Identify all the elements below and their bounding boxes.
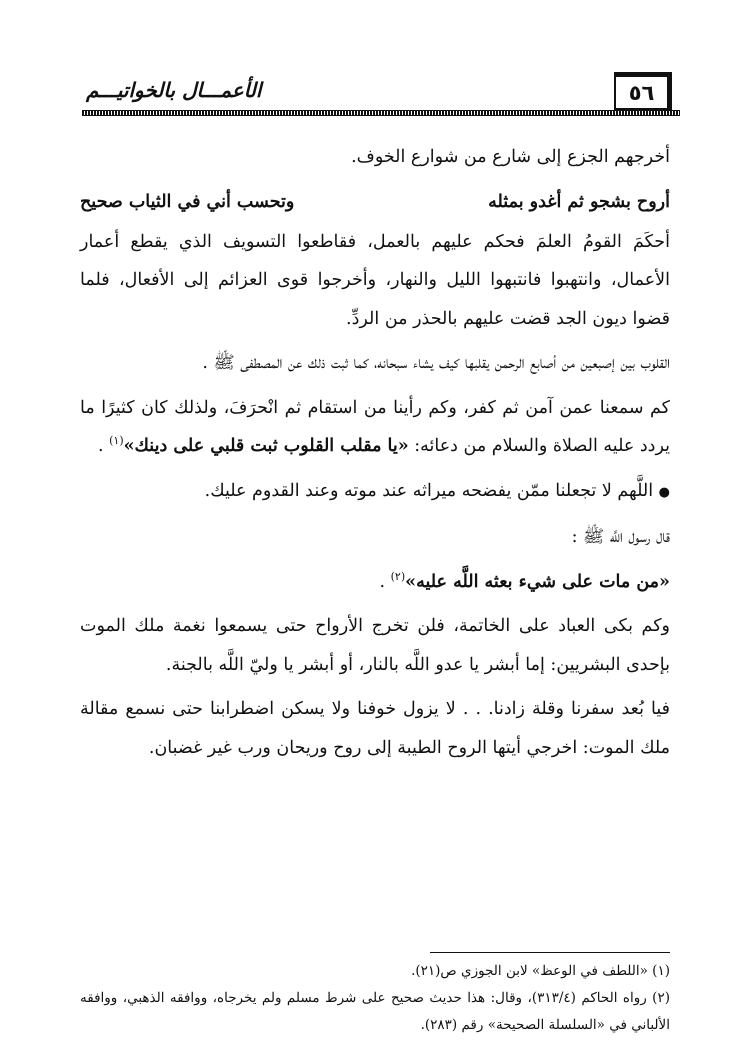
supplication-text: اللَّهم لا تجعلنا ممّن يفضحه ميراثه عند موته وعند القدوم عليك. (204, 480, 654, 501)
paragraph-5 (80, 472, 670, 513)
main-text (80, 138, 670, 773)
hadith-quote-2: «من مات على شيء بعثه اللَّه عليه» (405, 571, 670, 592)
running-title: الأعمـــال بالخواتيـــم (86, 78, 262, 102)
paragraph-9: فيا بُعد سفرنا وقلة زادنا. . . لا يزول خوفنا ولا يسكن اضطرابنا حتى نسمع مقالة ملك الموت: اخرجي أيتها الروح الطيبة إلى روح وريحان ورب غير غضبان. (80, 699, 670, 758)
footnotes (80, 958, 670, 1039)
paragraph-8: وكم بكى العباد على الخاتمة، فلن تخرج الأرواح حتى يسمعوا نغمة ملك الموت بإحدى البشريين: إما أبشر يا عدو اللَّه بالنار، أو أبشر يا وليّ اللَّه بالجنة. (80, 616, 670, 675)
page-number: ٥٦ (614, 72, 672, 110)
paragraph-3: القلوب بين إصبعين من أصابع الرحمن يقلبها كيف يشاء سبحانه، كما ثبت ذلك عن المصطفى ﷺ . (202, 353, 670, 373)
paragraph-2: أحكَمَ القومُ العلمَ فحكم عليهم بالعمل، فقاطعوا التسويف الذي يقطع أعمار الأعمال، وانتهبوا فانتبهوا الليل والنهار، وأخرجوا قوى العزائم إلى الأفعال، فلما قضوا ديون الجد قضت عليهم بالحذر من الردِّ. (80, 231, 670, 329)
paragraph-6: قال رسول اللَّه ﷺ : (571, 527, 670, 547)
bullet-icon: ● (658, 484, 670, 500)
paragraph-7 (80, 563, 670, 602)
paragraph-4-end: . (97, 436, 110, 456)
paragraph-4 (80, 389, 670, 466)
verse-second-hemistich: وتحسب أني في الثياب صحيح (80, 191, 295, 212)
footnote-1: (١) «اللطف في الوعظ» لابن الجوزي ص(٢١). (411, 963, 670, 979)
hadith-quote-1: «يا مقلب القلوب ثبت قلبي على دينك» (123, 436, 409, 456)
footnote-ref-2[interactable]: (٢) (390, 569, 406, 583)
footnote-2: (٢) رواه الحاكم (٣١٣/٤)، وقال: هذا حديث صحيح على شرط مسلم ولم يخرجاه، ووافقه الذهبي، ووافقه الألباني في «السلسلة الصحيحة» رقم (٢٨٣). (80, 990, 670, 1033)
page-header (82, 76, 680, 116)
footnote-separator (430, 952, 670, 953)
footnote-ref-1[interactable]: (١) (109, 434, 124, 448)
paragraph-7-end: . (379, 571, 391, 592)
verse-first-hemistich: أروح بشجو ثم أغدو بمثله (488, 191, 670, 212)
paragraph-1: أخرجهم الجزع إلى شارع من شوارع الخوف. (351, 147, 670, 167)
poetry-verse (80, 183, 670, 221)
header-rule (82, 110, 680, 116)
paragraph-4-text: كم سمعنا عمن آمن ثم كفر، وكم رأينا من استقام ثم انْحرَفَ، ولذلك كان كثيرًا ما يردد عليه الصلاة والسلام من دعائه: (80, 397, 670, 456)
